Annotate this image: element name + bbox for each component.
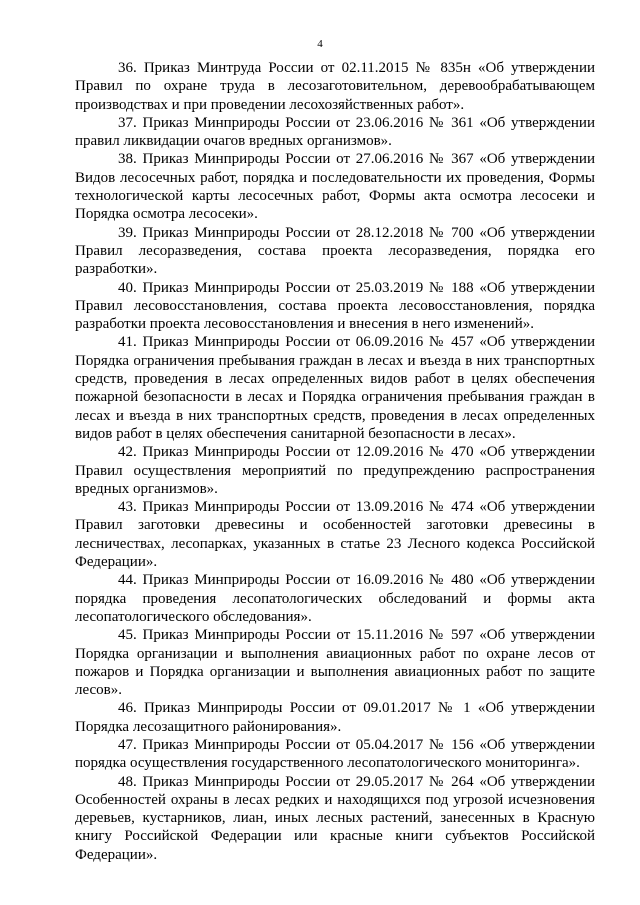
list-item: 39. Приказ Минприроды России от 28.12.2018 № 700 «Об утверждении Правил лесоразведения, состава проекта лесоразведения, порядка его разработки». <box>75 224 595 278</box>
list-item: 48. Приказ Минприроды России от 29.05.2017 № 264 «Об утверждении Особенностей охраны в лесах редких и находящихся под угрозой исчезновения деревьев, кустарников, лиан, иных лесных растений, занесенных в Красную книгу Российской Федерации или красные книги субъектов Российской Федерации». <box>75 773 595 863</box>
list-item: 41. Приказ Минприроды России от 06.09.2016 № 457 «Об утверждении Порядка ограничения пребывания граждан в лесах и въезда в них транспортных средств, проведения в лесах определенных видов работ в целях обеспечения пожарной безопасности в лесах и Порядка ограничения пребывания граждан в лесах и въезда в них транспортных средств, проведения в лесах определенных видов работ в целях обеспечения санитарной безопасности в лесах». <box>75 334 595 442</box>
list-item: 40. Приказ Минприроды России от 25.03.2019 № 188 «Об утверждении Правил лесовосстановления, состава проекта лесовосстановления, порядка разработки проекта лесовосстановления и внесения в него изменений». <box>75 279 595 333</box>
list-item: 38. Приказ Минприроды России от 27.06.2016 № 367 «Об утверждении Видов лесосечных работ, порядка и последовательности их проведения, Формы технологической карты лесосечных работ, Формы акта осмотра лесосеки и Порядка осмотра лесосеки». <box>75 151 595 223</box>
list-item: 36. Приказ Минтруда России от 02.11.2015 № 835н «Об утверждении Правил по охране труда в лесозаготовительном, деревообрабатывающем производствах и при проведении лесохозяйственных работ». <box>75 60 595 113</box>
list-item: 43. Приказ Минприроды России от 13.09.2016 № 474 «Об утверждении Правил заготовки древесины и особенностей заготовки древесины в лесничествах, лесопарках, указанных в статье 23 Лесного кодекса Российской Федерации». <box>75 499 595 571</box>
list-item: 46. Приказ Минприроды России от 09.01.2017 № 1 «Об утверждении Порядка лесозащитного районирования». <box>75 700 595 735</box>
list-item: 45. Приказ Минприроды России от 15.11.2016 № 597 «Об утверждении Порядка организации и выполнения авиационных работ по охране лесов от пожаров и Порядка организации и выполнения авиационных работ по защите лесов». <box>75 627 595 699</box>
list-item: 47. Приказ Минприроды России от 05.04.2017 № 156 «Об утверждении порядка осуществления государственного лесопатологического мониторинга». <box>75 736 595 772</box>
list-item: 42. Приказ Минприроды России от 12.09.2016 № 470 «Об утверждении Правил осуществления мероприятий по предупреждению распространения вредных организмов». <box>75 444 595 497</box>
document-body <box>75 59 595 864</box>
page-number: 4 <box>317 38 323 50</box>
list-item: 37. Приказ Минприроды России от 23.06.2016 № 361 «Об утверждении правил ликвидации очагов вредных организмов». <box>75 114 595 150</box>
list-item: 44. Приказ Минприроды России от 16.09.2016 № 480 «Об утверждении порядка проведения лесопатологических обследований и формы акта лесопатологического обследования». <box>75 572 595 625</box>
